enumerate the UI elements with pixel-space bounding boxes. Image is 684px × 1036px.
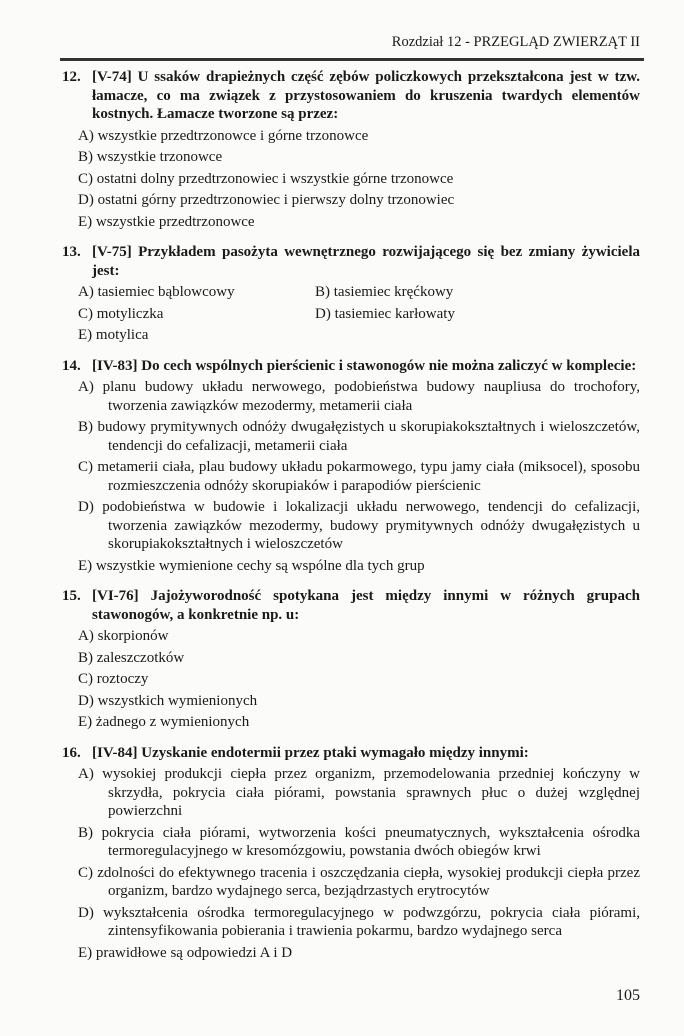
question-text: [V-75] Przykładem pasożyta wewnętrznego rozwijającego się bez zmiany żywiciela jest: [92, 244, 640, 279]
header-rule [60, 58, 644, 61]
question-number: 13. [62, 244, 81, 260]
question-16 [62, 744, 640, 966]
page-number: 105 [616, 987, 640, 1004]
option: C) roztoczy [78, 671, 149, 687]
option: D) tasiemiec karłowaty [315, 305, 455, 322]
option: E) prawidłowe są odpowiedzi A i D [78, 944, 293, 961]
option: E) motylica [78, 327, 149, 343]
question-number: 12. [62, 69, 81, 85]
option: D) podobieństwa w budowie i lokalizacji układu nerwowego, tendencji do cefalizacji, tworzenia zawiązków mezodermy, budowy prymitywnych odnóży dwugałęzistych u skorupiakokształtnych i wieloszczetów [78, 499, 640, 552]
option: A) planu budowy układu nerwowego, podobieństwa budowy naupliusa do trochofory, tworzenia zawiązków mezodermy, metamerii ciała [78, 379, 640, 414]
option: D) ostatni górny przedtrzonowiec i pierwszy dolny trzonowiec [78, 192, 455, 208]
option: D) wykształcenia ośrodka termoregulacyjnego w podwzgórzu, pokrycia ciała piórami, zintensyfikowania pobierania i trawienia pokarmu, bardzo wydajnego serca [78, 904, 640, 939]
question-number: 14. [62, 357, 81, 374]
option: B) zaleszczotków [78, 649, 185, 666]
question-number: 15. [62, 588, 81, 604]
option: E) wszystkie wymienione cechy są wspólne dla tych grup [78, 557, 425, 574]
question-text: [V-74] U ssaków drapieżnych część zębów policzkowych przekształcona jest w tzw. łamacze, co ma związek z przystosowaniem do kruszenia twardych elementów kostnych. Łamacze tworzone są przez: [92, 69, 640, 122]
option: C) metamerii ciała, plau budowy układu pokarmowego, typu jamy ciała (miksocel), sposobu rozmieszczenia odnóży skorupiaków i parapodiów pierścienic [78, 459, 640, 494]
option: A) tasiemiec bąblowcowy [78, 284, 235, 300]
running-header: Rozdział 12 - PRZEGLĄD ZWIERZĄT II [391, 34, 640, 50]
option: D) wszystkich wymienionych [78, 692, 258, 709]
question-text: [VI-76] Jajożyworodność spotykana jest między innymi w różnych grupach stawonogów, a konkretnie np. u: [92, 588, 640, 623]
option: C) motyliczka [78, 305, 164, 322]
question-15 [62, 587, 640, 735]
option: C) ostatni dolny przedtrzonowiec i wszystkie górne trzonowce [78, 170, 454, 187]
option: A) wszystkie przedtrzonowce i górne trzonowce [78, 127, 369, 144]
question-number: 16. [62, 744, 81, 761]
option: E) wszystkie przedtrzonowce [78, 213, 255, 230]
option: B) budowy prymitywnych odnóży dwugałęzistych u skorupiakokształtnych i wieloszczetów, tendencji do cefalizacji, metamerii ciała [78, 419, 640, 454]
question-13 [62, 243, 640, 348]
option: B) wszystkie trzonowce [78, 149, 223, 165]
question-12 [62, 68, 640, 234]
option: E) żadnego z wymienionych [78, 714, 250, 730]
question-text: [IV-83] Do cech wspólnych pierścienic i stawonogów nie można zaliczyć w komplecie: [92, 357, 637, 374]
question-text: [IV-84] Uzyskanie endotermii przez ptaki wymagało między innymi: [92, 744, 529, 761]
option: B) pokrycia ciała piórami, wytworzenia kości pneumatycznych, wykształcenia ośrodka termoregulacyjnego w kresomózgowiu, powstania dwóch obiegów krwi [78, 824, 640, 859]
option: A) skorpionów [78, 628, 169, 644]
option: C) zdolności do efektywnego tracenia i oszczędzania ciepła, wysokiej produkcji ciepła przez organizm, bardzo wydajnego serca, bezjądrzastych erytrocytów [78, 864, 640, 899]
option: A) wysokiej produkcji ciepła przez organizm, przemodelowania przedniej kończyny w skrzydła, pokrycia ciała piórami, powstania sprawnych płuc o dużej względnej powierzchni [78, 766, 640, 819]
question-14 [62, 357, 640, 579]
option: B) tasiemiec kręćkowy [315, 284, 454, 300]
